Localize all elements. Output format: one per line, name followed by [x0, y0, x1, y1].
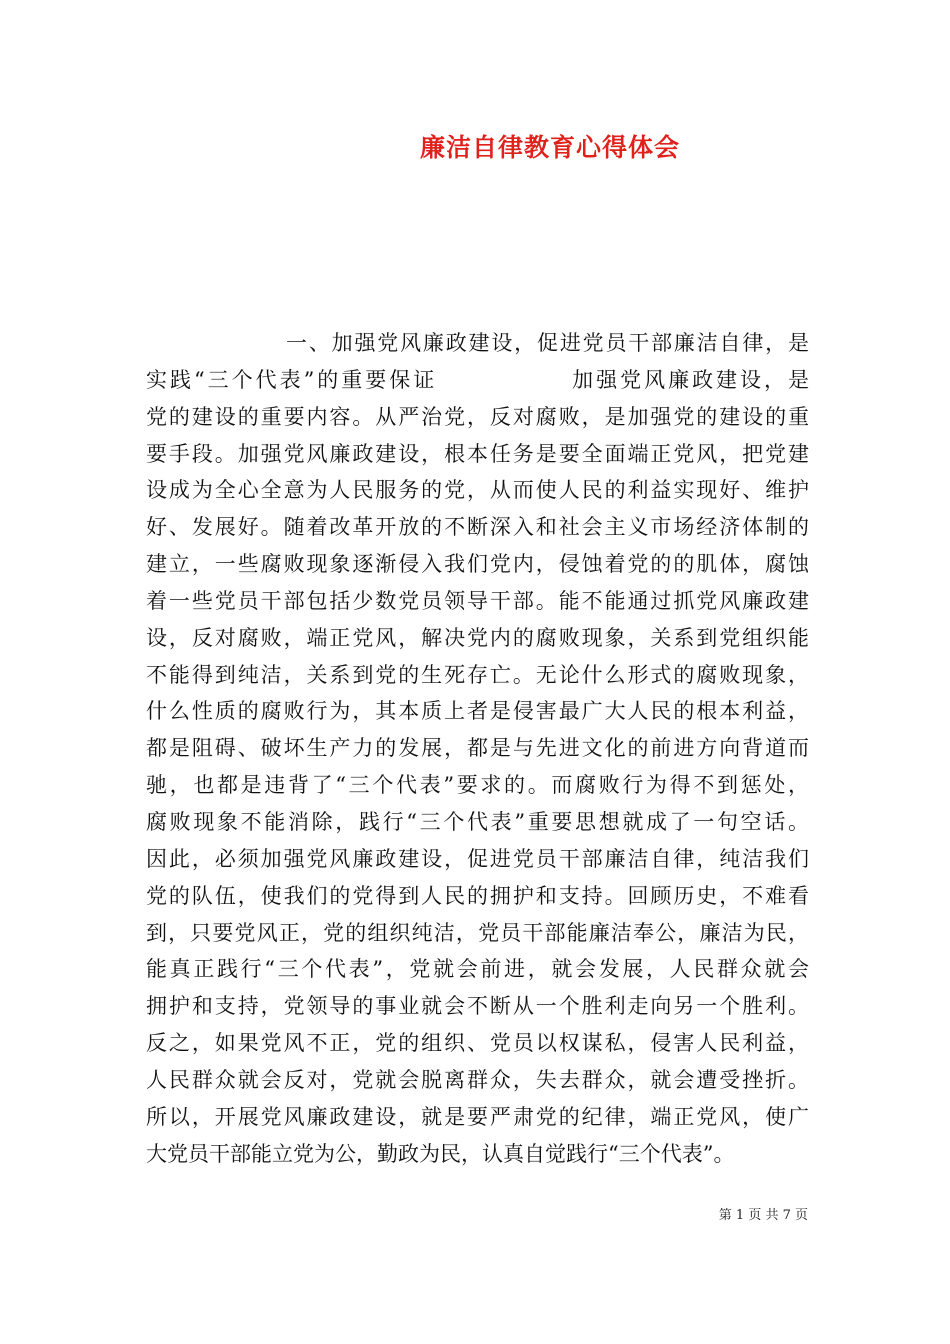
text-line: 都是阻碍、破坏生产力的发展，都是与先进文化的前进方向背道而	[146, 736, 809, 761]
text-line: 所以，开展党风廉政建设，就是要严肃党的纪律，端正党风，使广	[146, 1104, 809, 1129]
document-title: 廉洁自律教育心得体会	[419, 133, 680, 162]
page-indicator: 第 1 页 共 7 页	[718, 1208, 808, 1223]
text-line: 能真正践行“三个代表”，党就会前进，就会发展，人民群众就会	[146, 957, 809, 982]
text-line-left: 实践“三个代表”的重要保证	[146, 367, 438, 392]
text-line-right: 加强党风廉政建设，是	[569, 367, 809, 392]
body-text	[146, 325, 809, 1172]
text-line: 腐败现象不能消除，践行“三个代表”重要思想就成了一句空话。	[146, 809, 809, 834]
text-line: 党的队伍，使我们的党得到人民的拥护和支持。回顾历史，不难看	[146, 883, 809, 908]
text-line: 好、发展好。随着改革开放的不断深入和社会主义市场经济体制的	[146, 515, 809, 540]
text-line: 拥护和支持，党领导的事业就会不断从一个胜利走向另一个胜利。	[146, 994, 809, 1019]
text-line	[146, 362, 809, 399]
text-line: 驰，也都是违背了“三个代表”要求的。而腐败行为得不到惩处，	[146, 773, 809, 798]
text-line: 不能得到纯洁，关系到党的生死存亡。无论什么形式的腐败现象，	[146, 662, 809, 687]
text-line: 反之，如果党风不正，党的组织、党员以权谋私，侵害人民利益，	[146, 1031, 809, 1056]
text-line: 设成为全心全意为人民服务的党，从而使人民的利益实现好、维护	[146, 478, 809, 503]
text-line: 设，反对腐败，端正党风，解决党内的腐败现象，关系到党组织能	[146, 625, 809, 650]
text-line: 大党员干部能立党为公，勤政为民，认真自觉践行“三个代表”。	[146, 1141, 735, 1166]
text-line: 到，只要党风正，党的组织纯洁，党员干部能廉洁奉公，廉洁为民，	[146, 920, 809, 945]
section-heading-line: 一、加强党风廉政建设，促进党员干部廉洁自律，是	[286, 331, 809, 355]
text-line: 什么性质的腐败行为，其本质上者是侵害最广大人民的根本利益，	[146, 699, 809, 724]
text-line: 要手段。加强党风廉政建设，根本任务是要全面端正党风，把党建	[146, 441, 809, 466]
text-line: 着一些党员干部包括少数党员领导干部。能不能通过抓党风廉政建	[146, 588, 809, 613]
text-line: 因此，必须加强党风廉政建设，促进党员干部廉洁自律，纯洁我们	[146, 846, 809, 871]
text-line: 党的建设的重要内容。从严治党，反对腐败，是加强党的建设的重	[146, 404, 809, 429]
text-line: 建立，一些腐败现象逐渐侵入我们党内，侵蚀着党的的肌体，腐蚀	[146, 552, 809, 577]
text-line: 人民群众就会反对，党就会脱离群众，失去群众，就会遭受挫折。	[146, 1067, 809, 1092]
